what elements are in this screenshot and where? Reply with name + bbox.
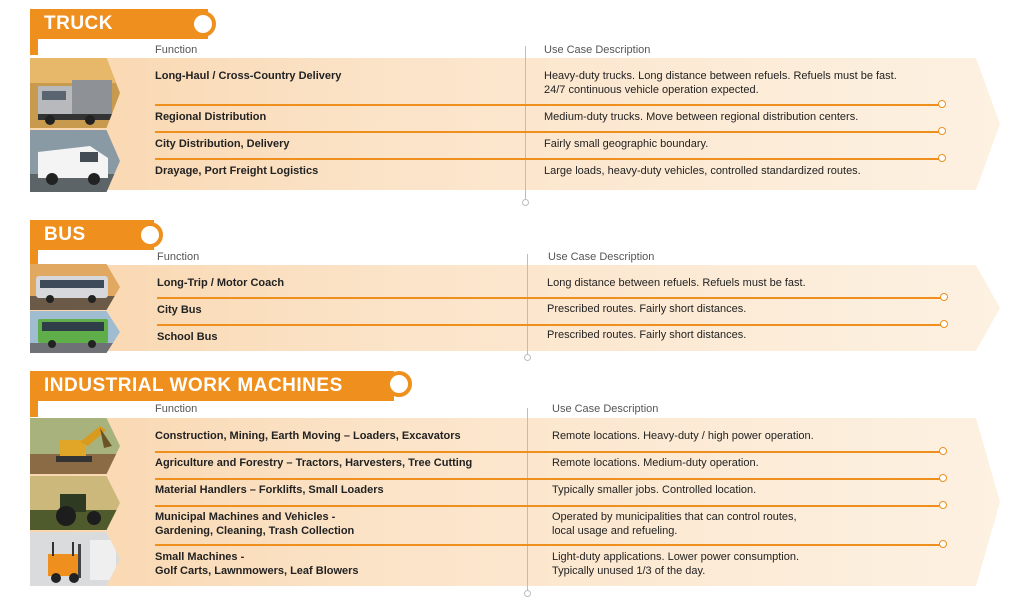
function-header: Function bbox=[155, 403, 198, 415]
column-divider bbox=[527, 254, 528, 356]
separator-end-icon bbox=[938, 154, 946, 162]
separator-end-icon bbox=[938, 100, 946, 108]
function-header: Function bbox=[155, 44, 198, 56]
function-cell: City Bus bbox=[157, 304, 202, 316]
description-cell: Medium-duty trucks. Move between regional distribution centers. bbox=[544, 111, 859, 123]
description-header: Use Case Description bbox=[544, 44, 651, 56]
row-separator bbox=[157, 297, 942, 299]
description-cell: Typically smaller jobs. Controlled location. bbox=[552, 484, 757, 496]
function-header: Function bbox=[157, 251, 200, 263]
row-separator bbox=[155, 478, 941, 480]
description-header: Use Case Description bbox=[552, 403, 659, 415]
semi-truck-photo bbox=[30, 58, 120, 128]
divider-end-icon bbox=[524, 354, 531, 361]
row-separator bbox=[155, 158, 940, 160]
section-tab-bus bbox=[30, 220, 154, 250]
tractor-photo bbox=[30, 476, 120, 530]
separator-end-icon bbox=[939, 447, 947, 455]
function-cell: City Distribution, Delivery bbox=[155, 138, 290, 150]
section-title: TRUCK bbox=[44, 13, 113, 34]
row-separator bbox=[157, 324, 942, 326]
function-cell: School Bus bbox=[157, 331, 218, 343]
tab-circle-icon bbox=[386, 371, 412, 397]
row-separator bbox=[155, 131, 940, 133]
description-cell: Light-duty applications. Lower power consumption. Typically unused 1/3 of the day. bbox=[552, 551, 800, 577]
excavator-photo bbox=[30, 418, 120, 474]
separator-end-icon bbox=[940, 293, 948, 301]
tab-stem bbox=[30, 250, 38, 266]
function-cell: Long-Haul / Cross-Country Delivery bbox=[155, 70, 342, 82]
function-cell: Municipal Machines and Vehicles - Gardening, Cleaning, Trash Collection bbox=[155, 511, 355, 537]
description-cell: Operated by municipalities that can control routes, local usage and refueling. bbox=[552, 511, 797, 537]
separator-end-icon bbox=[940, 320, 948, 328]
function-cell: Material Handlers – Forklifts, Small Loaders bbox=[155, 484, 384, 496]
tab-circle-icon bbox=[137, 222, 163, 248]
tab-stem bbox=[30, 401, 38, 417]
function-cell: Long-Trip / Motor Coach bbox=[157, 277, 285, 289]
description-cell: Large loads, heavy-duty vehicles, controlled standardized routes. bbox=[544, 165, 861, 177]
description-cell: Prescribed routes. Fairly short distances. bbox=[547, 329, 747, 341]
function-cell: Regional Distribution bbox=[155, 111, 267, 123]
tab-circle-icon bbox=[190, 11, 216, 37]
column-divider bbox=[525, 46, 526, 200]
description-cell: Remote locations. Heavy-duty / high power operation. bbox=[552, 430, 814, 442]
description-cell: Fairly small geographic boundary. bbox=[544, 138, 709, 150]
function-cell: Small Machines - Golf Carts, Lawnmowers, Leaf Blowers bbox=[155, 551, 359, 577]
row-separator bbox=[155, 544, 941, 546]
tab-stem bbox=[30, 39, 38, 55]
description-cell: Remote locations. Medium-duty operation. bbox=[552, 457, 759, 469]
description-cell: Prescribed routes. Fairly short distances. bbox=[547, 303, 747, 315]
separator-end-icon bbox=[939, 540, 947, 548]
row-separator bbox=[155, 505, 941, 507]
separator-end-icon bbox=[939, 501, 947, 509]
function-cell: Drayage, Port Freight Logistics bbox=[155, 165, 319, 177]
row-separator bbox=[155, 451, 941, 453]
description-cell: Heavy-duty trucks. Long distance between refuels. Refuels must be fast. 24/7 continuous vehicle operation expected. bbox=[544, 70, 897, 96]
motor-coach-photo bbox=[30, 264, 120, 310]
row-separator bbox=[155, 104, 940, 106]
section-tab-truck bbox=[30, 9, 208, 39]
section-title: INDUSTRIAL WORK MACHINES bbox=[44, 375, 343, 396]
description-header: Use Case Description bbox=[548, 251, 655, 263]
description-cell: Long distance between refuels. Refuels must be fast. bbox=[547, 277, 806, 289]
delivery-van-photo bbox=[30, 130, 120, 192]
function-cell: Agriculture and Forestry – Tractors, Harvesters, Tree Cutting bbox=[155, 457, 473, 469]
function-cell: Construction, Mining, Earth Moving – Loaders, Excavators bbox=[155, 430, 461, 442]
separator-end-icon bbox=[938, 127, 946, 135]
section-tab-industrial bbox=[30, 371, 394, 401]
separator-end-icon bbox=[939, 474, 947, 482]
city-bus-photo bbox=[30, 311, 120, 353]
section-title: BUS bbox=[44, 224, 86, 245]
forklift-photo bbox=[30, 532, 120, 586]
divider-end-icon bbox=[522, 199, 529, 206]
column-divider bbox=[527, 408, 528, 592]
divider-end-icon bbox=[524, 590, 531, 597]
